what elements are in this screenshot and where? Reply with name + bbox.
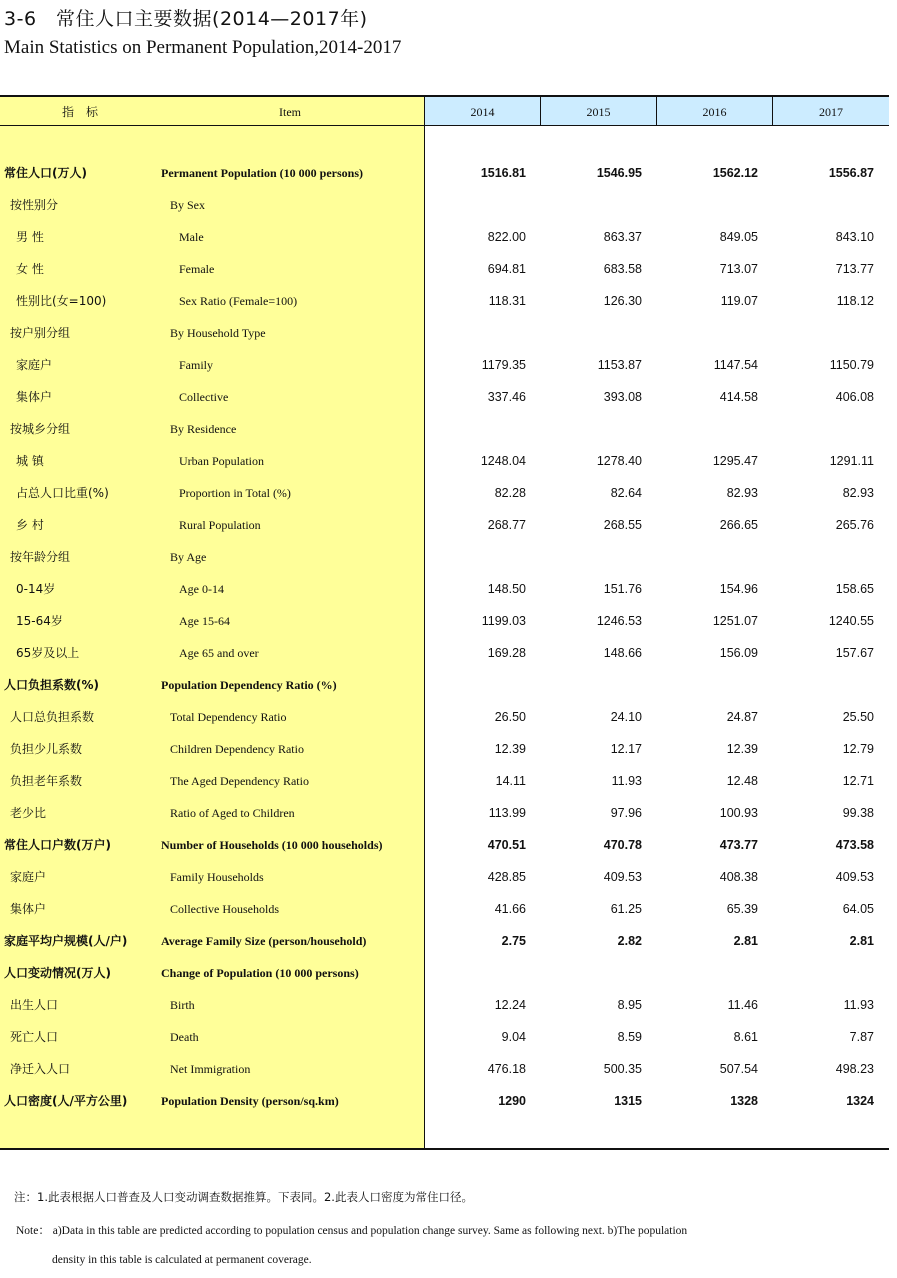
row-value: 24.10 [610,710,642,724]
header-indicator: 指 标 [61,105,98,119]
row-value: 99.38 [842,806,874,820]
row-label-en: Proportion in Total (%) [179,486,291,500]
row-label-cn: 常住人口户数(万户) [4,838,111,852]
row-label-cn: 人口变动情况(万人) [4,966,111,980]
table-row [0,285,889,317]
row-value: 2.81 [733,934,758,948]
row-label-cn: 负担少儿系数 [10,742,83,756]
row-value: 7.87 [849,1030,874,1044]
row-value: 409.53 [603,870,642,884]
row-value: 1562.12 [712,166,758,180]
row-value: 470.78 [603,838,642,852]
table-row [0,1085,889,1117]
row-label-cn: 出生人口 [10,998,59,1012]
row-value: 119.07 [720,294,758,308]
table-row [0,541,889,573]
table-row [0,221,889,253]
header-item: Item [279,105,301,119]
row-value: 8.95 [617,998,642,1012]
table-row [0,1053,889,1085]
row-value: 24.87 [726,710,758,724]
row-value: 1278.40 [596,454,642,468]
row-value: 2.75 [501,934,526,948]
row-value: 265.76 [835,518,874,532]
row-value: 157.67 [835,646,874,660]
row-label-cn: 按户别分组 [10,326,71,340]
row-value: 414.58 [719,390,758,404]
row-label-en: The Aged Dependency Ratio [170,774,309,788]
row-value: 25.50 [842,710,874,724]
row-label-cn: 城 镇 [16,454,44,468]
table-row [0,861,889,893]
row-value: 822.00 [487,230,526,244]
row-value: 11.93 [843,998,874,1012]
row-label-en: Age 65 and over [179,646,259,660]
row-label-en: Net Immigration [170,1062,251,1076]
row-label-en: Sex Ratio (Female=100) [179,294,298,308]
row-value: 11.46 [727,998,758,1012]
row-value: 11.93 [611,774,642,788]
row-label-en: Age 0-14 [179,582,224,596]
row-label-cn: 家庭户 [10,870,47,884]
table-title-en: Main Statistics on Permanent Population,2014-2017 [4,37,402,58]
table-row [0,989,889,1021]
row-value: 158.65 [835,582,874,596]
table-bottom-rule [0,1148,889,1150]
row-value: 65.39 [726,902,758,916]
table-row [0,413,889,445]
table-row [0,349,889,381]
row-value: 12.17 [610,742,642,756]
row-label-cn: 性别比(女=100) [16,294,107,308]
row-value: 1248.04 [480,454,526,468]
row-label-en: Population Density (person/sq.km) [161,1094,339,1108]
header-year: 2017 [772,97,889,125]
row-value: 843.10 [835,230,874,244]
row-value: 1150.79 [829,358,874,372]
row-label-cn: 常住人口(万人) [4,166,87,180]
row-label-cn: 家庭平均户规模(人/户) [4,934,128,948]
row-value: 476.18 [487,1062,526,1076]
table-row [0,829,889,861]
row-value: 268.55 [603,518,642,532]
row-value: 8.59 [617,1030,642,1044]
table-row [0,797,889,829]
row-label-cn: 女 性 [16,262,44,276]
row-label-en: Family Households [170,870,264,884]
row-value: 12.24 [494,998,526,1012]
row-label-en: Female [179,262,215,276]
table-title-cn: 3-6 常住人口主要数据(2014—2017年) [4,8,368,30]
row-label-cn: 人口负担系数(%) [4,678,99,692]
row-label-en: Collective Households [170,902,279,916]
row-value: 61.25 [610,902,642,916]
row-value: 2.81 [849,934,874,948]
row-value: 82.93 [842,486,874,500]
row-value: 9.04 [501,1030,526,1044]
row-label-en: By Sex [170,198,206,212]
row-label-en: Death [170,1030,199,1044]
row-value: 849.05 [719,230,758,244]
row-value: 64.05 [842,902,874,916]
row-label-cn: 乡 村 [16,518,44,532]
row-label-cn: 集体户 [10,902,47,916]
row-label-en: Number of Households (10 000 households) [161,838,383,852]
row-label-cn: 男 性 [16,230,44,244]
row-value: 863.37 [603,230,642,244]
row-label-en: Change of Population (10 000 persons) [161,966,359,980]
table-row [0,957,889,989]
row-value: 409.53 [835,870,874,884]
table-row [0,637,889,669]
row-value: 1556.87 [828,166,874,180]
row-label-cn: 家庭户 [16,358,53,372]
row-value: 14.11 [495,774,526,788]
row-label-en: By Age [170,550,207,564]
row-value: 82.28 [494,486,526,500]
row-label-cn: 净迁入人口 [10,1062,71,1076]
row-value: 393.08 [603,390,642,404]
header-year: 2016 [656,97,772,125]
table-row [0,573,889,605]
row-value: 151.76 [603,582,642,596]
row-label-cn: 负担老年系数 [10,774,83,788]
table-row [0,893,889,925]
row-value: 337.46 [487,390,526,404]
table-row [0,509,889,541]
row-label-cn: 0-14岁 [16,582,56,596]
row-value: 169.28 [487,646,526,660]
table-row [0,669,889,701]
row-label-cn: 按性别分 [10,198,59,212]
row-value: 1290 [498,1094,526,1108]
table-row [0,381,889,413]
row-value: 1153.87 [597,358,642,372]
row-value: 1251.07 [712,614,758,628]
row-label-cn: 人口总负担系数 [10,710,95,724]
table-row [0,445,889,477]
row-label-cn: 死亡人口 [10,1030,59,1044]
row-label-en: Male [179,230,204,244]
row-value: 100.93 [719,806,758,820]
table-row [0,189,889,221]
row-value: 82.64 [610,486,642,500]
row-value: 1295.47 [712,454,758,468]
table-row [0,765,889,797]
row-value: 113.99 [488,806,526,820]
row-value: 154.96 [719,582,758,596]
row-value: 26.50 [494,710,526,724]
row-value: 713.07 [719,262,758,276]
row-label-en: Rural Population [179,518,261,532]
row-value: 41.66 [494,902,526,916]
row-value: 1240.55 [828,614,874,628]
row-label-en: Permanent Population (10 000 persons) [161,166,363,180]
row-label-en: Urban Population [179,454,264,468]
row-value: 148.50 [487,582,526,596]
row-value: 126.30 [603,294,642,308]
row-value: 498.23 [835,1062,874,1076]
row-label-cn: 人口密度(人/平方公里) [4,1094,128,1108]
note-en-line1: Note： a)Data in this table are predicted according to population census and population change survey. Same as following next. b)The population [16,1225,688,1237]
row-label-en: Collective [179,390,229,404]
row-value: 266.65 [719,518,758,532]
row-value: 148.66 [603,646,642,660]
row-value: 12.39 [726,742,758,756]
statistics-table [0,95,889,1150]
row-value: 12.71 [842,774,874,788]
row-value: 268.77 [487,518,526,532]
table-row [0,477,889,509]
row-value: 1199.03 [481,614,526,628]
row-value: 428.85 [487,870,526,884]
row-label-en: Birth [170,998,195,1012]
row-value: 12.39 [494,742,526,756]
row-value: 694.81 [487,262,526,276]
row-label-en: Age 15-64 [179,614,230,628]
row-value: 507.54 [719,1062,758,1076]
row-value: 97.96 [610,806,642,820]
table-row [0,253,889,285]
row-value: 1328 [730,1094,758,1108]
note-en-line2: density in this table is calculated at permanent coverage. [52,1254,312,1266]
row-value: 713.77 [835,262,874,276]
row-label-cn: 按城乡分组 [10,422,71,436]
row-value: 1516.81 [480,166,526,180]
row-value: 1179.35 [481,358,526,372]
row-value: 2.82 [617,934,642,948]
row-value: 1147.54 [713,358,758,372]
row-label-en: Population Dependency Ratio (%) [161,678,337,692]
row-label-en: Children Dependency Ratio [170,742,304,756]
note-cn: 注：1.此表根据人口普查及人口变动调查数据推算。下表同。2.此表人口密度为常住口径。 [14,1190,473,1204]
table-row [0,157,889,189]
row-label-en: By Residence [170,422,237,436]
row-label-en: Family [179,358,214,372]
table-row [0,701,889,733]
row-value: 118.12 [836,294,874,308]
header-year: 2014 [424,97,540,125]
row-label-cn: 按年龄分组 [10,550,71,564]
row-label-en: By Household Type [170,326,266,340]
row-value: 683.58 [603,262,642,276]
table-header [0,97,889,126]
table-row [0,733,889,765]
row-label-cn: 65岁及以上 [16,646,80,660]
table-row [0,1021,889,1053]
row-value: 1291.11 [829,454,874,468]
row-value: 406.08 [835,390,874,404]
row-value: 8.61 [733,1030,758,1044]
row-value: 473.58 [835,838,874,852]
row-value: 82.93 [726,486,758,500]
table-row [0,605,889,637]
row-value: 1324 [846,1094,874,1108]
row-label-en: Ratio of Aged to Children [170,806,295,820]
row-label-en: Average Family Size (person/household) [161,934,367,948]
row-value: 1315 [614,1094,642,1108]
row-value: 156.09 [719,646,758,660]
header-year: 2015 [540,97,656,125]
row-value: 408.38 [719,870,758,884]
row-label-cn: 15-64岁 [16,614,63,628]
row-value: 12.48 [726,774,758,788]
row-label-cn: 老少比 [10,806,47,820]
row-label-cn: 集体户 [16,390,53,404]
row-value: 118.31 [488,294,526,308]
row-value: 473.77 [719,838,758,852]
row-value: 1246.53 [596,614,642,628]
row-value: 1546.95 [596,166,642,180]
table-row [0,317,889,349]
row-label-en: Total Dependency Ratio [170,710,287,724]
row-value: 12.79 [842,742,874,756]
row-value: 500.35 [603,1062,642,1076]
table-row [0,925,889,957]
row-value: 470.51 [487,838,526,852]
row-label-cn: 占总人口比重(%) [16,486,109,500]
